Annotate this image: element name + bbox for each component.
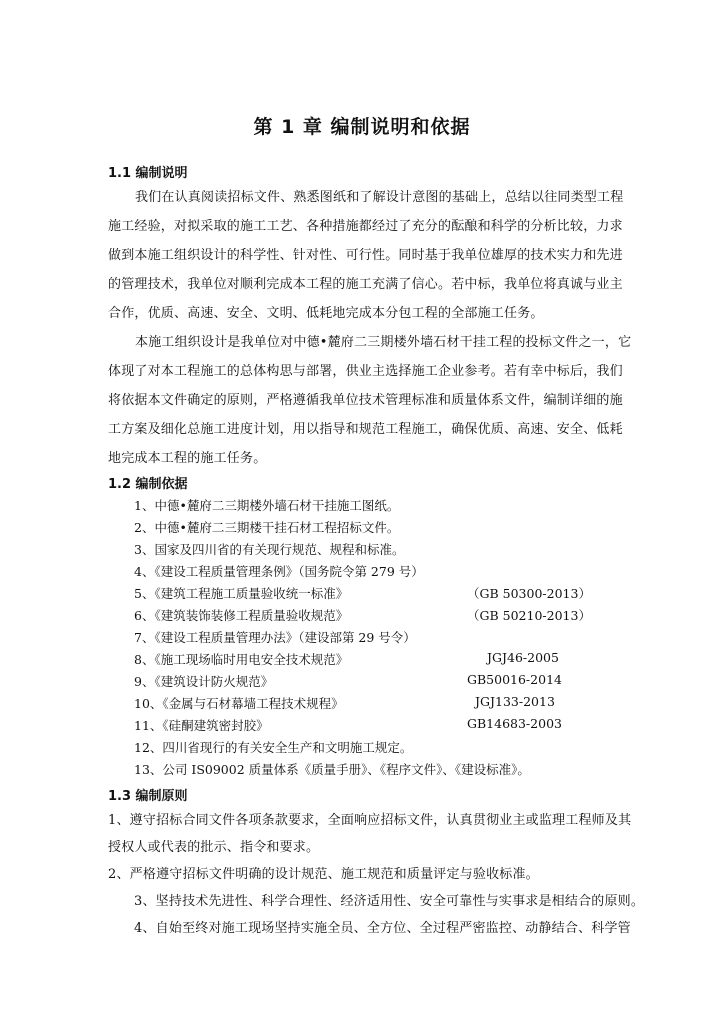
paragraph-line: 1、遵守招标合同文件各项条款要求，全面响应招标文件，认真贯彻业主或监理工程师及其	[108, 813, 632, 828]
paragraph-line: 授权人或代表的批示、指令和要求。	[108, 840, 320, 855]
paragraph-line: 3、坚持技术先进性、科学合理性、经济适用性、安全可靠性与实事求是相结合的原则。	[134, 894, 645, 909]
reference-item: 7、《建设工程质量管理办法》（建设部第 29 号令）	[134, 630, 416, 645]
paragraph-line: 做到本施工组织设计的科学性、针对性、可行性。同时基于我单位雄厚的技术实力和先进	[108, 248, 623, 263]
reference-standard-code: GB14683-2003	[467, 716, 562, 731]
reference-standard-code: （GB 50300-2013）	[467, 586, 591, 601]
reference-item: 11、《硅酮建筑密封胶》	[134, 718, 269, 733]
reference-standard-code: （GB 50210-2013）	[467, 608, 591, 623]
reference-item: 5、《建筑工程施工质量验收统一标准》	[134, 586, 349, 601]
chapter-title: 第 1 章 编制说明和依据	[253, 116, 471, 138]
paragraph-line: 施工经验，对拟采取的施工工艺、各种措施都经过了充分的酝酿和科学的分析比较，力求	[108, 219, 623, 234]
reference-item: 2、中德•麓府二三期楼干挂石材工程招标文件。	[134, 520, 400, 535]
paragraph-line: 体现了对本工程施工的总体构思与部署，供业主选择施工企业参考。若有幸中标后，我们	[108, 364, 623, 379]
paragraph-line: 本施工组织设计是我单位对中德•麓府二三期楼外墙石材干挂工程的投标文件之一，它	[135, 335, 632, 350]
reference-standard-code: JGJ46-2005	[487, 650, 559, 665]
reference-item: 12、四川省现行的有关安全生产和文明施工规定。	[134, 740, 413, 755]
reference-item: 13、公司 IS09002 质量体系《质量手册》、《程序文件》、《建设标准》。	[134, 762, 530, 777]
paragraph-line: 将依据本文件确定的原则，严格遵循我单位技术管理标准和质量体系文件，编制详细的施	[108, 393, 623, 408]
reference-item: 10、《金属与石材幕墙工程技术规程》	[134, 696, 344, 711]
section-heading-1-2: 1.2 编制依据	[108, 477, 188, 492]
reference-item: 3、国家及四川省的有关现行规范、规程和标准。	[134, 542, 405, 557]
paragraph-line: 的管理技术，我单位对顺利完成本工程的施工充满了信心。若中标，我单位将真诚与业主	[108, 277, 623, 292]
section-heading-1-3: 1.3 编制原则	[108, 789, 188, 804]
paragraph-line: 2、严格遵守招标文件明确的设计规范、施工规范和质量评定与验收标准。	[108, 867, 539, 882]
reference-standard-code: JGJ133-2013	[475, 694, 555, 709]
paragraph-line: 合作，优质、高速、安全、文明、低耗地完成本分包工程的全部施工任务。	[108, 306, 544, 321]
paragraph-line: 地完成本工程的施工任务。	[108, 451, 267, 466]
reference-item: 8、《施工现场临时用电安全技术规范》	[134, 652, 349, 667]
paragraph-line: 工方案及细化总施工进度计划，用以指导和规范工程施工，确保优质、高速、安全、低耗	[108, 422, 623, 437]
reference-item: 6、《建筑装饰装修工程质量验收规范》	[134, 608, 349, 623]
paragraph-line: 4、自始至终对施工现场坚持实施全员、全方位、全过程严密监控、动静结合、科学管	[134, 921, 631, 936]
reference-item: 4、《建设工程质量管理条例》（国务院令第 279 号）	[134, 564, 424, 579]
reference-item: 1、中德•麓府二三期楼外墙石材干挂施工图纸。	[134, 498, 400, 513]
reference-standard-code: GB50016-2014	[467, 672, 562, 687]
section-heading-1-1: 1.1 编制说明	[108, 166, 188, 181]
reference-item: 9、《建筑设计防火规范》	[134, 674, 274, 689]
paragraph-line: 我们在认真阅读招标文件、熟悉图纸和了解设计意图的基础上，总结以往同类型工程	[135, 190, 624, 205]
